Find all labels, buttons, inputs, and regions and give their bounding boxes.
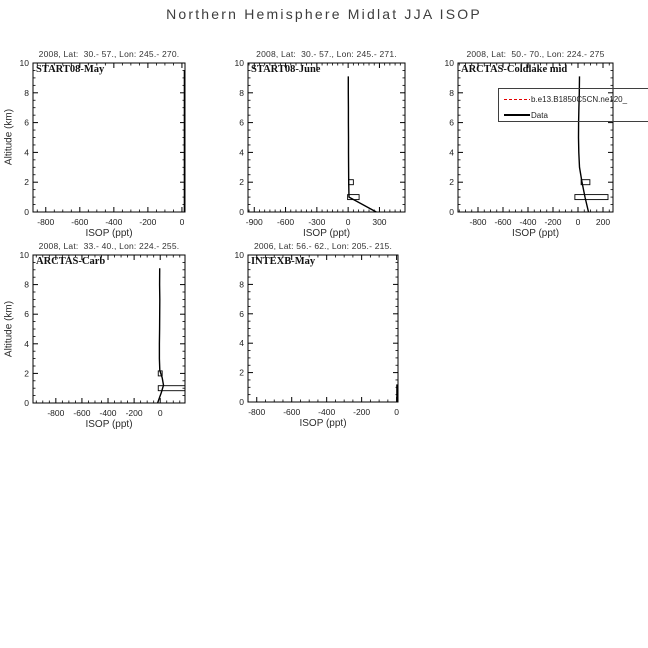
svg-text:8: 8 <box>24 87 29 98</box>
svg-text:-600: -600 <box>277 217 295 227</box>
svg-text:-200: -200 <box>544 217 562 227</box>
x-axis-label: ISOP (ppt) <box>302 228 351 239</box>
svg-text:-600: -600 <box>71 217 89 227</box>
svg-text:0: 0 <box>575 217 581 227</box>
legend-model-label: b.e13.B1850C5CN.ne120_ <box>531 94 628 104</box>
svg-text:-800: -800 <box>248 407 266 417</box>
y-axis-label: Altitude (km) <box>3 108 15 166</box>
campaign-label: ARCTAS-Coldlake mid <box>461 64 568 75</box>
svg-text:8: 8 <box>239 279 244 290</box>
panel-header: 2008, Lat: 33.- 40., Lon: 224.- 255. <box>38 241 180 251</box>
svg-text:2: 2 <box>24 177 29 188</box>
svg-text:-400: -400 <box>519 217 537 227</box>
svg-text:-200: -200 <box>125 408 143 418</box>
svg-text:-800: -800 <box>47 408 65 418</box>
svg-text:6: 6 <box>24 309 29 320</box>
plot-canvas <box>0 49 197 242</box>
svg-text:4: 4 <box>24 338 29 349</box>
svg-text:-600: -600 <box>494 217 512 227</box>
svg-text:4: 4 <box>449 147 454 158</box>
campaign-label: START08-May <box>36 64 105 75</box>
svg-text:0: 0 <box>239 207 244 217</box>
svg-text:300: 300 <box>372 217 387 227</box>
plot-canvas <box>215 49 417 242</box>
panel-header: 2008, Lat: 50.- 70., Lon: 224.- 275 <box>466 49 605 59</box>
svg-text:10: 10 <box>19 250 29 260</box>
legend <box>498 88 648 122</box>
campaign-label: INTEXB-May <box>251 256 316 267</box>
panel-header: 2006, Lat: 56.- 62., Lon: 205.- 215. <box>253 241 393 251</box>
svg-text:-600: -600 <box>73 408 91 418</box>
legend-data-label: Data <box>531 110 548 120</box>
svg-text:200: 200 <box>595 217 611 227</box>
svg-text:6: 6 <box>239 117 244 128</box>
svg-text:6: 6 <box>24 117 29 128</box>
svg-text:4: 4 <box>239 338 244 349</box>
svg-text:4: 4 <box>239 147 244 158</box>
svg-text:10: 10 <box>19 58 29 68</box>
svg-text:0: 0 <box>394 407 399 417</box>
model-line-swatch-icon <box>504 99 530 100</box>
legend-row-model <box>504 91 648 107</box>
x-axis-label: ISOP (ppt) <box>85 419 133 430</box>
svg-text:0: 0 <box>179 217 185 227</box>
panel-arctas-coldlake-mid <box>425 49 628 242</box>
svg-text:-200: -200 <box>353 407 371 417</box>
legend-row-data <box>504 107 648 123</box>
data-line-swatch-icon <box>504 114 530 116</box>
y-axis-label: Altitude (km) <box>3 300 15 358</box>
x-axis-label: ISOP (ppt) <box>85 228 133 239</box>
plot-canvas <box>425 49 628 242</box>
svg-text:-300: -300 <box>308 217 326 227</box>
svg-text:-400: -400 <box>99 408 117 418</box>
svg-text:10: 10 <box>234 250 244 260</box>
panel-start08-may <box>0 49 197 242</box>
svg-text:4: 4 <box>24 147 29 158</box>
svg-text:0: 0 <box>157 408 163 418</box>
panel-arctas-carb <box>0 241 197 433</box>
panel-header: 2008, Lat: 30.- 57., Lon: 245.- 270. <box>38 49 180 59</box>
svg-text:0: 0 <box>449 207 454 217</box>
campaign-label: START08-June <box>251 64 321 75</box>
svg-text:0: 0 <box>345 217 351 227</box>
svg-text:0: 0 <box>239 397 244 407</box>
svg-text:-400: -400 <box>318 407 336 417</box>
svg-text:-800: -800 <box>469 217 487 227</box>
x-axis-label: ISOP (ppt) <box>299 418 347 429</box>
svg-text:-200: -200 <box>139 217 157 227</box>
svg-text:8: 8 <box>449 87 454 98</box>
svg-text:8: 8 <box>239 87 244 98</box>
svg-text:2: 2 <box>239 177 244 188</box>
panel-intexb-may <box>215 241 410 432</box>
svg-text:10: 10 <box>444 58 454 68</box>
svg-text:6: 6 <box>239 308 244 319</box>
x-axis-label: ISOP (ppt) <box>511 228 560 239</box>
svg-text:2: 2 <box>239 367 244 378</box>
svg-text:8: 8 <box>24 279 29 290</box>
svg-text:2: 2 <box>24 368 29 379</box>
svg-text:6: 6 <box>449 117 454 128</box>
svg-text:-900: -900 <box>245 217 263 227</box>
plot-canvas <box>215 241 410 432</box>
campaign-label: ARCTAS-Carb <box>36 256 106 267</box>
svg-text:-400: -400 <box>105 217 123 227</box>
svg-text:-800: -800 <box>37 217 55 227</box>
plot-canvas <box>0 241 197 433</box>
svg-text:0: 0 <box>24 207 29 217</box>
panel-header: 2008, Lat: 30.- 57., Lon: 245.- 271. <box>256 49 397 59</box>
page-title: Northern Hemisphere Midlat JJA ISOP <box>166 6 482 22</box>
svg-text:0: 0 <box>24 398 29 408</box>
svg-text:10: 10 <box>234 58 244 68</box>
panel-start08-june <box>215 49 417 242</box>
svg-text:2: 2 <box>449 177 454 188</box>
svg-text:-600: -600 <box>283 407 301 417</box>
